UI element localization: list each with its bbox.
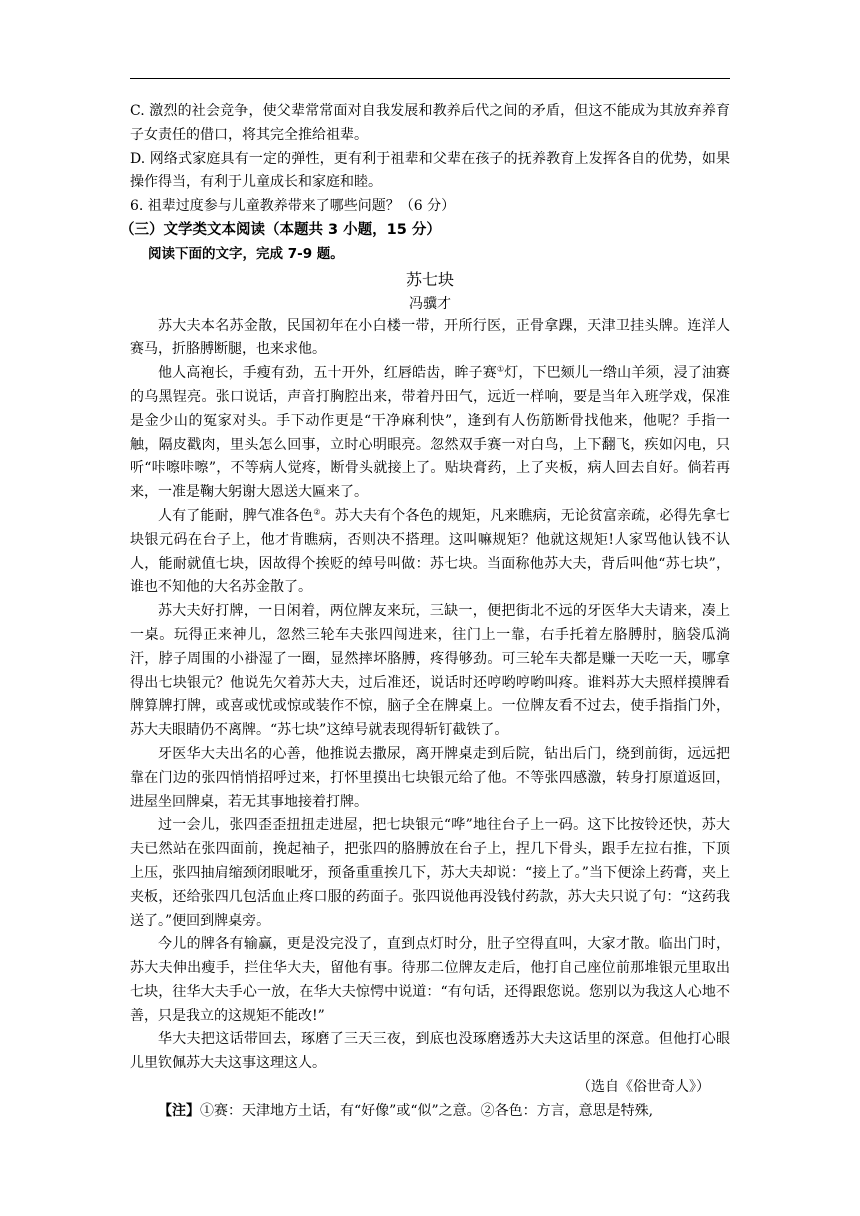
story-source: （选自《俗世奇人》） [577,1079,710,1096]
story-paragraph [130,505,730,600]
story-text: 。苏大夫有个各色的规矩，凡来瞧病，无论贫富亲疏，必得先拿七块银元码在台子上，他才肯瞧病，否则决不搭理。这叫嘛规矩？他就这规矩!人家骂他认钱不认人，能耐就值七块，因故得个挨贬的绰号叫做：苏七块。当面称他苏大夫，背后叫他“苏七块”，谁也不知他的大名苏金散了。 [130,507,731,596]
footnote [130,1100,730,1124]
story-text: 灯，下巴颏儿一绺山羊须，浸了油赛的乌黑锃亮。张口说话，声音打胸腔出来，带着丹田气，远近一样响，要是当年入班学戏，保准是金少山的冤家对头。手下动作更是“干净麻利快”，逢到有人伤筋断骨找他来，他呢？手指一触，隔皮戳肉，里头怎么回事，立时心明眼亮。忽然双手赛一对白鸟，上下翻飞，疾如闪电，只听“咔嚓咔嚓”，不等病人觉疼，断骨头就接上了。贴块膏药，上了夹板，病人回去自好。倘若再来，一准是鞠大躬谢大恩送大匾来了。 [130,365,731,501]
section-heading: （三）文学类文本阅读（本题共 3 小题，15 分） [120,221,441,238]
story-paragraph [130,362,730,505]
story-paragraph: 苏大夫本名苏金散，民国初年在小白楼一带，开所行医，正骨拿踝，天津卫挂头牌。连洋人赛马，折胳膊断腿，也来求他。 [130,317,730,358]
story-paragraph: 牙医华大夫出名的心善，他推说去撒尿，离开牌桌走到后院，钻出后门，绕到前街，远远把靠在门边的张四悄悄招呼过来，打怀里摸出七块银元给了他。不等张四感激，转身打原道返回，进屋坐回牌桌，若无其事地接着打牌。 [130,745,730,810]
footnote-marker: ② [313,507,321,517]
story-text: 人有了能耐，脾气准各色 [158,507,314,524]
story-author: 冯骥才 [409,295,451,312]
question-6: 6. 祖辈过度参与儿童教养带来了哪些问题？（6 分） [130,198,456,215]
story-paragraph: 苏大夫好打牌，一日闲着，两位牌友来玩，三缺一，便把街北不远的牙医华大夫请来，凑上一桌。玩得正来神儿，忽然三轮车夫张四闯进来，往门上一靠，右手托着左胳膊肘，脑袋瓜淌汗，脖子周围的小褂湿了一圈，显然摔坏胳膊，疼得够劲。可三轮车夫都是赚一天吃一天，哪拿得出七块银元？他说先欠着苏大夫，过后准还，说话时还哼哟哼哟叫疼。谁料苏大夫照样摸牌看牌算牌打牌，或喜或忧或惊或装作不惊，脑子全在牌桌上。一位牌友看不过去，使手指指门外，苏大夫眼睛仍不离牌。“苏七块”这绰号就表现得斩钉截铁了。 [130,603,730,739]
story-title: 苏七块 [405,269,454,289]
note-text: ①赛：天津地方土话，有“好像”或“似”之意。②各色：方言，意思是特殊, [200,1102,654,1119]
note-label: 【注】 [158,1102,200,1119]
section-instruction: 阅读下面的文字，完成 7-9 题。 [148,245,344,262]
document-page [120,100,731,1124]
story-paragraph: 过一会儿，张四歪歪扭扭走进屋，把七块银元“哗”地往台子上一码。这下比按铃还快，苏大夫已然站在张四面前，挽起袖子，把张四的胳膊放在台子上，捏几下骨头，跟手左拉右推，下顶上压，张四抽肩缩颈闭眼呲牙，预备重重挨几下，苏大夫却说：“接上了。”当下便涂上药膏，夹上夹板，还给张四几包活血止疼口服的药面子。张四说他再没钱付药款，苏大夫只说了句：“这药我送了。”便回到牌桌旁。 [130,817,730,929]
option-c: C. 激烈的社会竞争，使父辈常常面对自我发展和教养后代之间的矛盾，但这不能成为其放弃养育子女责任的借口，将其完全推给祖辈。 [130,103,730,143]
option-d: D. 网络式家庭具有一定的弹性，更有利于祖辈和父辈在孩子的抚养教育上发挥各自的优势，如果操作得当，有利于儿童成长和家庭和睦。 [130,150,730,191]
footnote-marker: ① [496,364,505,374]
story-paragraph: 今儿的牌各有输赢，更是没完没了，直到点灯时分，肚子空得直叫，大家才散。临出门时，苏大夫伸出瘦手，拦住华大夫，留他有事。待那二位牌友走后，他打自己座位前那堆银元里取出七块，往华大夫手心一放，在华大夫惊愕中说道：“有句话，还得跟您说。您别以为我这人心地不善，只是我立的这规矩不能改!” [130,936,730,1024]
story-paragraph: 华大夫把这话带回去，琢磨了三天三夜，到底也没琢磨透苏大夫这话里的深意。但他打心眼儿里钦佩苏大夫这事这理这人。 [130,1031,730,1072]
header-rule [130,78,730,79]
story-text: 他人高袍长，手瘦有劲，五十开外，红唇皓齿，眸子赛 [158,365,497,382]
